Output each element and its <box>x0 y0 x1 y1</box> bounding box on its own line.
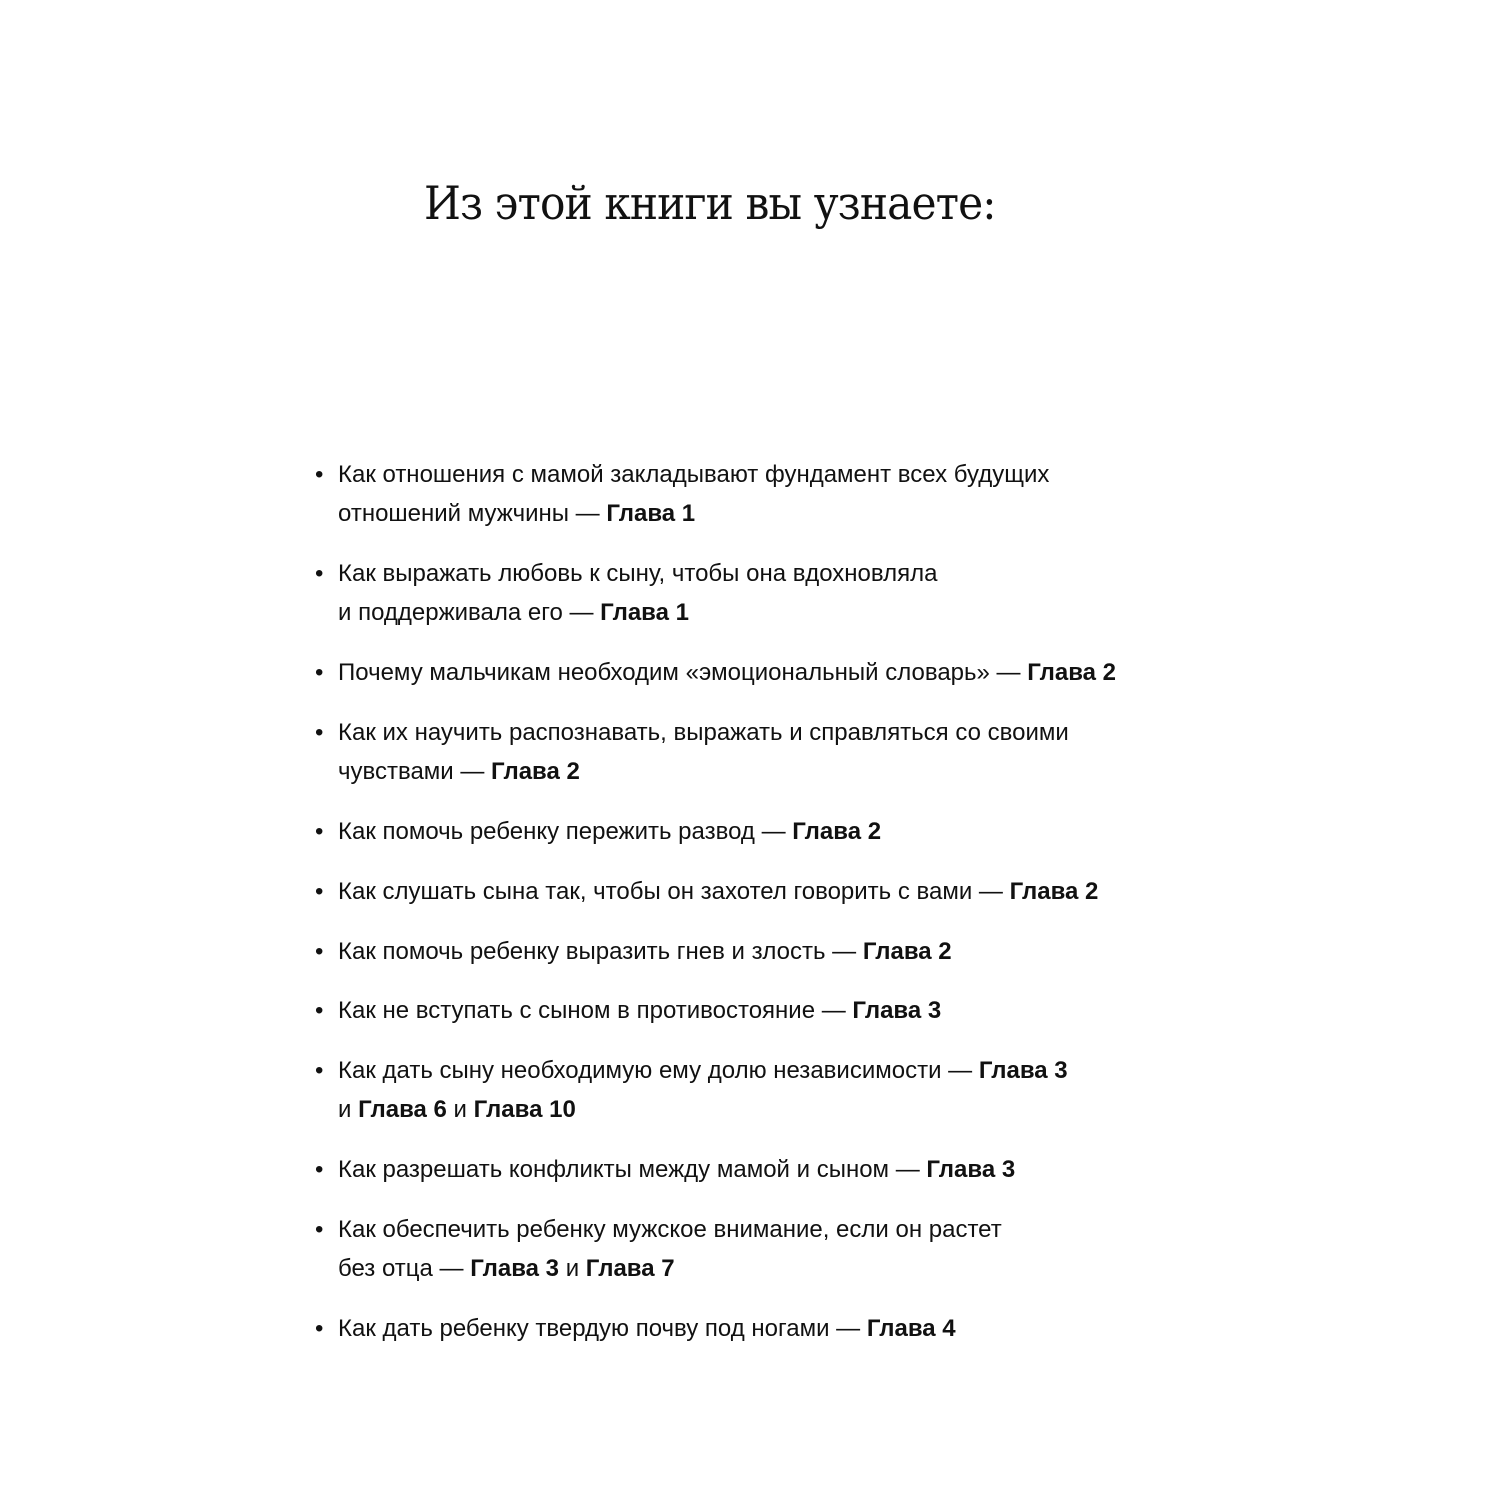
bullet-icon: • <box>315 461 324 488</box>
list-item <box>312 653 1116 692</box>
chapter-ref: Глава 4 <box>866 1315 956 1342</box>
list-item <box>312 1309 956 1348</box>
bullet-icon: • <box>315 1057 324 1084</box>
chapter-ref: Глава 6 <box>358 1096 447 1123</box>
list-item <box>312 1051 1068 1129</box>
bullet-icon: • <box>315 719 324 746</box>
bullet-icon: • <box>315 878 324 905</box>
list-item <box>312 1210 1002 1288</box>
bullet-icon: • <box>315 1156 324 1183</box>
chapter-ref: Глава 1 <box>606 500 696 527</box>
bullet-icon: • <box>315 659 324 686</box>
chapter-ref: Глава 3 <box>470 1255 560 1282</box>
bullet-icon: • <box>315 1315 324 1342</box>
item-text: без отца — <box>338 1255 471 1282</box>
item-text: чувствами — <box>338 758 492 785</box>
item-text: и поддерживала его — <box>338 599 601 626</box>
item-text: Как выражать любовь к сыну, чтобы она вдохновляла <box>338 560 938 587</box>
list-item <box>312 713 1069 791</box>
page-title: Из этой книги вы узнаете: <box>424 176 996 230</box>
list-item <box>312 932 952 971</box>
chapter-ref: Глава 2 <box>491 758 580 785</box>
bullet-icon: • <box>315 1216 324 1243</box>
chapter-ref: Глава 2 <box>862 938 952 965</box>
item-text: Как обеспечить ребенку мужское внимание, если он растет <box>338 1216 1002 1243</box>
chapter-ref: Глава 3 <box>926 1156 1016 1183</box>
item-text: Как их научить распознавать, выражать и справляться со своими <box>338 719 1069 746</box>
item-text: Как не вступать с сыном в противостояние — <box>338 997 853 1024</box>
chapter-ref: Глава 2 <box>1027 659 1117 686</box>
list-item <box>312 455 1049 533</box>
item-text: Как слушать сына так, чтобы он захотел говорить с вами — <box>338 878 1010 905</box>
chapter-ref: Глава 2 <box>1009 878 1099 905</box>
list-item <box>312 554 937 632</box>
bullet-icon: • <box>315 938 324 965</box>
item-text: Как помочь ребенку выразить гнев и злость — <box>338 938 863 965</box>
item-text: и <box>446 1096 474 1123</box>
list-item <box>312 872 1098 911</box>
bullet-icon: • <box>315 560 324 587</box>
item-text: Почему мальчикам необходим «эмоциональный словарь» — <box>338 659 1028 686</box>
item-text: Как отношения с мамой закладывают фундамент всех будущих <box>338 461 1050 488</box>
chapter-ref: Глава 1 <box>600 599 689 626</box>
chapter-ref: Глава 10 <box>473 1096 576 1123</box>
bullet-icon: • <box>315 818 324 845</box>
item-text: Как дать ребенку твердую почву под ногами — <box>338 1315 867 1342</box>
item-text: отношений мужчины — <box>338 500 607 527</box>
chapter-ref: Глава 2 <box>792 818 882 845</box>
item-text: Как дать сыну необходимую ему долю независимости — <box>338 1057 979 1084</box>
list-item <box>312 991 941 1030</box>
bullet-icon: • <box>315 997 324 1024</box>
item-text: Как помочь ребенку пережить развод — <box>338 818 793 845</box>
item-text: Как разрешать конфликты между мамой и сыном — <box>338 1156 927 1183</box>
list-item <box>312 1150 1015 1189</box>
item-text: и <box>559 1255 586 1282</box>
list-item <box>312 812 881 851</box>
chapter-ref: Глава 3 <box>978 1057 1068 1084</box>
chapter-ref: Глава 3 <box>852 997 942 1024</box>
item-text: и <box>338 1096 359 1123</box>
chapter-ref: Глава 7 <box>585 1255 675 1282</box>
